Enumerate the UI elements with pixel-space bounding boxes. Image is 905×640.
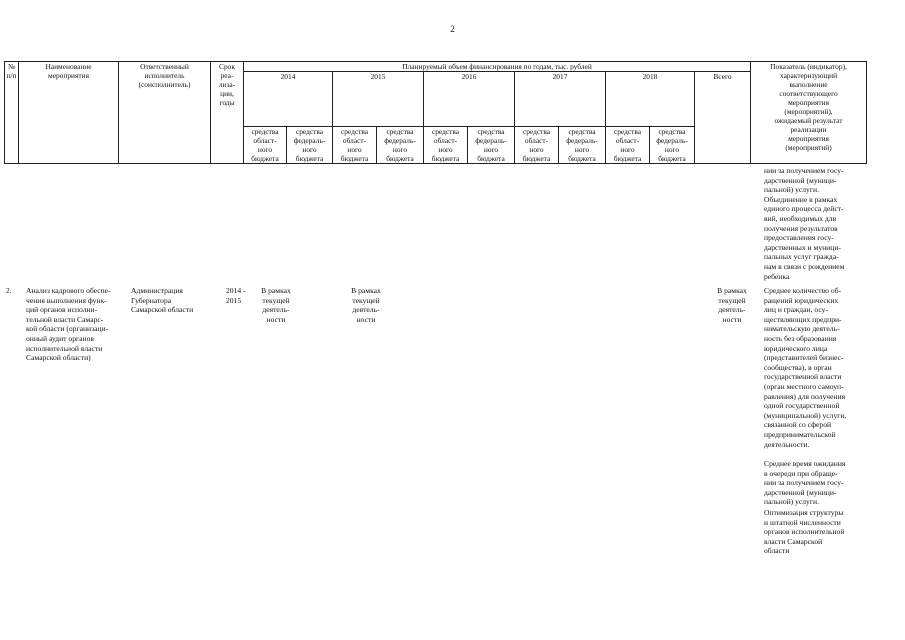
header-federal-budget: средства федераль- ного бюджета [559, 127, 606, 164]
header-year-2018: 2018 [606, 72, 695, 127]
header-federal-budget: средства федераль- ного бюджета [287, 127, 333, 164]
row-funding-2014: В рамках текущей деятель- ности [261, 286, 291, 324]
header-year-2017: 2017 [515, 72, 606, 127]
header-regional-budget: средства област- ного бюджета [424, 127, 468, 164]
header-total: Всего [695, 72, 751, 164]
header-name: Наименование мероприятия [19, 62, 119, 164]
row-funding-2015: В рамках текущей деятель- ности [351, 286, 381, 324]
row-term: 2014 - 2015 [226, 286, 246, 305]
header-year-2016: 2016 [424, 72, 515, 127]
page-number: 2 [450, 24, 455, 34]
row-indicator-2: Среднее время ожидания в очереди при обраще- нии за получением госу- дарственной (муници- пальной) услуги. [764, 459, 846, 507]
header-year-2014: 2014 [244, 72, 333, 127]
header-regional-budget: средства област- ного бюджета [333, 127, 377, 164]
row-indicator-3: Оптимизация структуры и штатной численности органов исполнительной власти Самарской области [764, 508, 845, 556]
header-executor: Ответственный исполнитель (соисполнитель) [119, 62, 211, 164]
header-regional-budget: средства област- ного бюджета [515, 127, 559, 164]
header-regional-budget: средства област- ного бюджета [244, 127, 287, 164]
header-regional-budget: средства област- ного бюджета [606, 127, 650, 164]
header-federal-budget: средства федераль- ного бюджета [650, 127, 695, 164]
row-funding-total: В рамках текущей деятель- ности [717, 286, 747, 324]
row-activity-name: Анализ кадрового обеспе- чения выполнения функ- ций органов исполни- тельной власти Самарс- кой области (организаци- онный аудит органов исполнительной власти Самарской области) [26, 286, 111, 363]
header-funding-title: Планируемый объем финансирования по годам, тыс. рублей [244, 62, 751, 72]
indicator-continuation-text: нии за получением госу- дарственной (муници- пальной) услуги. Объединение в рамках единого процесса дейст- вий, необходимых для получения результатов предоставления госу- дарственных и муници- пальных услуг гражда- нам в связи с рождением ребенка [764, 166, 845, 281]
row-number: 2. [6, 286, 12, 295]
header-term: Срок реа- лиза- ции, годы [211, 62, 244, 164]
row-indicator-1: Среднее количество об- ращений юридических лиц и граждан, осу- ществляющих предпри- нимательскую деятель- ность без образования юридического лица (представителей бизнес- сообщества), в орган государственной власти (орган местного самоуп- равления) для получения одной государственной (муниципальной) услуги, связанной со сферой предпринимательской деятельности. [764, 286, 847, 449]
header-num: № п/п [5, 62, 19, 164]
header-federal-budget: средства федераль- ного бюджета [468, 127, 515, 164]
header-year-2015: 2015 [333, 72, 424, 127]
funding-table-header [4, 61, 867, 164]
row-executor: Администрация Губернатора Самарской области [131, 286, 194, 315]
header-indicator: Показатель (индикатор), характеризующий выполнение соответствующего мероприятия (мероприятий), ожидаемый результат реализации мероприятия (мероприятий) [751, 62, 867, 164]
header-federal-budget: средства федераль- ного бюджета [377, 127, 424, 164]
